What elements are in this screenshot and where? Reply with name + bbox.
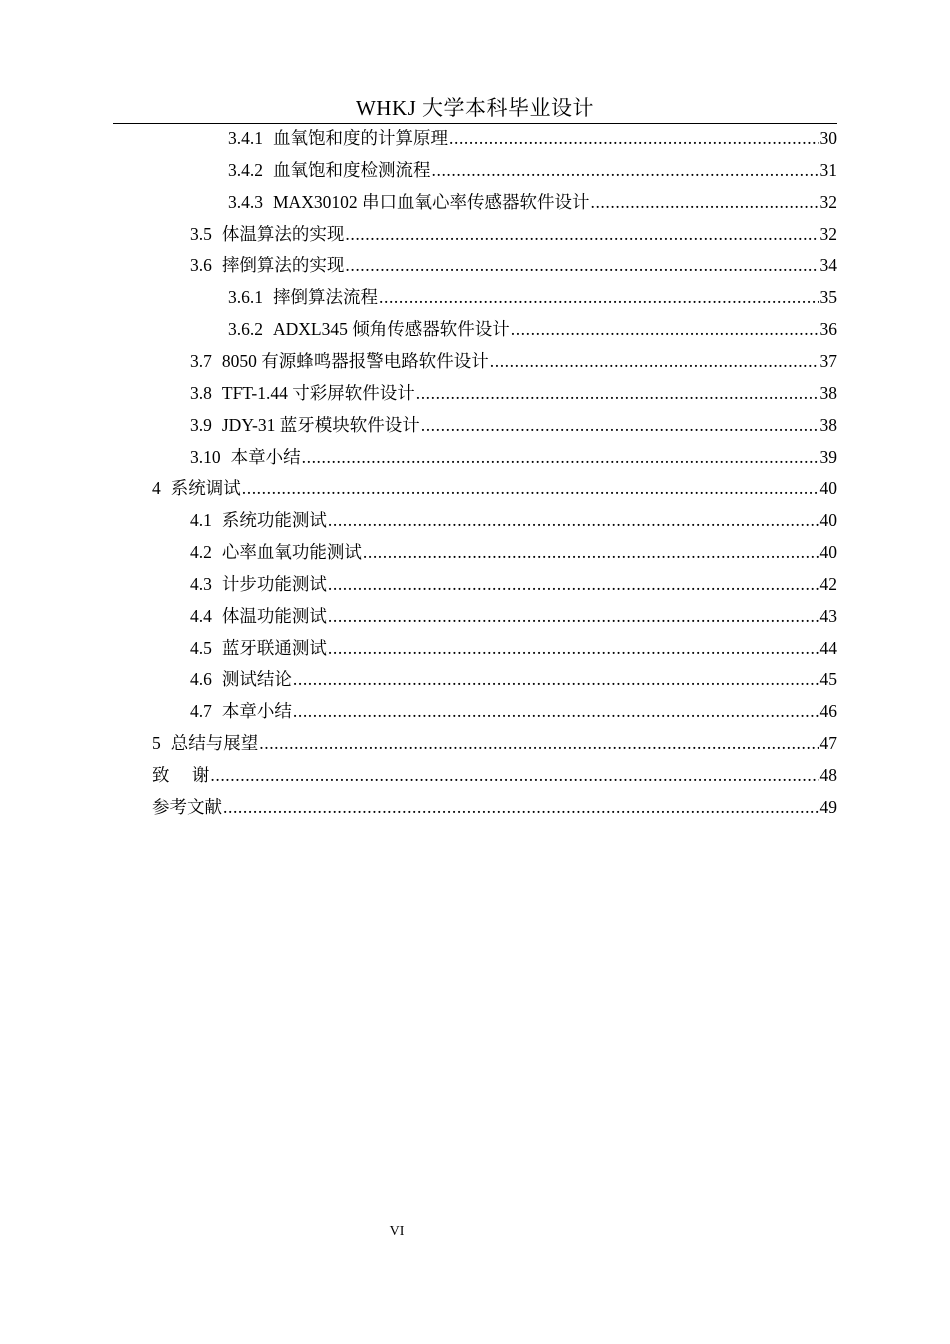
toc-entry[interactable] [190, 377, 837, 409]
toc-entry[interactable] [190, 663, 837, 695]
toc-entry[interactable] [228, 313, 837, 345]
toc-entry-title: 致 谢 [152, 765, 210, 785]
toc-entry-page: 40 [819, 542, 837, 563]
toc-entry-title: 测试结论 [221, 669, 292, 690]
toc-entry-title: 系统调试 [170, 478, 241, 499]
toc-entry-number: 3.10 [190, 446, 221, 467]
toc-leader-dots [432, 154, 819, 186]
toc-entry-heading [228, 154, 431, 186]
toc-leader-dots [302, 441, 819, 473]
toc-entry-title: 体温功能测试 [221, 605, 327, 626]
toc-entry-page: 47 [819, 733, 837, 754]
toc-entry-heading [190, 536, 362, 568]
toc-entry-page: 37 [819, 350, 837, 371]
toc-entry-title: 8050 有源蜂鸣器报警电路软件设计 [221, 350, 489, 371]
toc-entry-page: 44 [819, 637, 837, 658]
toc-leader-dots [416, 377, 819, 409]
toc-entry[interactable] [190, 345, 837, 377]
toc-entry-page: 38 [819, 382, 837, 403]
toc-entry[interactable] [190, 409, 837, 441]
toc-entry-number: 3.5 [190, 223, 212, 244]
toc-entry-title: ADXL345 倾角传感器软件设计 [273, 319, 510, 340]
toc-leader-dots [363, 536, 819, 568]
toc-leader-dots [223, 791, 819, 823]
toc-entry-page: 48 [819, 765, 837, 785]
toc-entry[interactable] [228, 281, 837, 313]
toc-entry-heading [190, 695, 292, 727]
toc-entry-page: 40 [819, 478, 837, 499]
toc-entry-number: 4.5 [190, 637, 212, 658]
toc-entry-title: 体温算法的实现 [221, 223, 345, 244]
toc-leader-dots [293, 695, 819, 727]
toc-entry-heading [190, 568, 327, 600]
toc-entry-title: 系统功能测试 [221, 510, 327, 531]
toc-entry-heading [190, 441, 301, 473]
toc-entry-heading [190, 218, 344, 250]
toc-entry-heading [190, 600, 327, 632]
toc-entry-page: 45 [819, 669, 837, 690]
toc-entry-number: 4.2 [190, 542, 212, 563]
toc-entry-page: 40 [819, 510, 837, 531]
toc-entry[interactable] [190, 249, 837, 281]
toc-entry-number: 3.9 [190, 414, 212, 435]
toc-entry-title: JDY-31 蓝牙模块软件设计 [221, 414, 420, 435]
toc-entry-heading [228, 313, 510, 345]
toc-entry-heading [190, 632, 327, 664]
toc-entry-title: TFT-1.44 寸彩屏软件设计 [221, 382, 415, 403]
toc-leader-dots [345, 249, 818, 281]
toc-entry-number: 4.3 [190, 573, 212, 594]
toc-entry[interactable] [190, 568, 837, 600]
toc-entry-title: 蓝牙联通测试 [221, 637, 327, 658]
toc-entry-heading [190, 663, 292, 695]
toc-entry-number: 3.7 [190, 350, 212, 371]
toc-leader-dots [590, 186, 818, 218]
toc-entry-number: 3.6.2 [228, 319, 263, 340]
toc-entry-title: 计步功能测试 [221, 573, 327, 594]
toc-leader-dots [259, 727, 818, 759]
toc-entry[interactable] [228, 154, 837, 186]
toc-entry-page: 43 [819, 605, 837, 626]
toc-entry-heading [190, 249, 344, 281]
toc-entry-number: 3.4.3 [228, 191, 263, 212]
toc-entry[interactable] [228, 122, 837, 154]
toc-entry-page: 35 [819, 287, 837, 308]
toc-entry-title: MAX30102 串口血氧心率传感器软件设计 [273, 191, 590, 212]
toc-entry-number: 3.6 [190, 255, 212, 276]
toc-entry[interactable] [190, 632, 837, 664]
toc-entry-title: 总结与展望 [170, 733, 259, 754]
toc-entry[interactable] [152, 472, 837, 504]
toc-entry-title: 血氧饱和度检测流程 [273, 159, 431, 180]
toc-entry-heading [190, 377, 415, 409]
toc-entry-title: 心率血氧功能测试 [221, 542, 362, 563]
toc-entry-title: 参考文献 [152, 796, 222, 817]
toc-entry-page: 34 [819, 255, 837, 276]
toc-entry-page: 32 [819, 191, 837, 212]
toc-leader-dots [328, 632, 819, 664]
toc-entry-page: 36 [819, 319, 837, 340]
toc-leader-dots [242, 472, 819, 504]
toc-entry-heading [190, 409, 420, 441]
toc-entry-page: 49 [819, 796, 837, 817]
toc-entry[interactable] [152, 759, 837, 791]
toc-entry-heading [228, 186, 589, 218]
toc-entry-number: 3.4.2 [228, 159, 263, 180]
toc-entry-number: 4.6 [190, 669, 212, 690]
toc-leader-dots [345, 218, 818, 250]
toc-entry-number: 3.8 [190, 382, 212, 403]
toc-entry-title: 摔倒算法流程 [273, 287, 378, 308]
toc-entry-heading [190, 504, 327, 536]
page-number: VI [389, 1224, 405, 1239]
toc-leader-dots [328, 504, 819, 536]
toc-entry[interactable] [152, 791, 837, 823]
toc-leader-dots [328, 600, 819, 632]
toc-entry[interactable] [152, 727, 837, 759]
toc-entry-number: 3.6.1 [228, 287, 263, 308]
toc-entry-page: 38 [819, 414, 837, 435]
toc-entry[interactable] [190, 441, 837, 473]
toc-entry[interactable] [190, 536, 837, 568]
toc-leader-dots [210, 759, 818, 791]
toc-entry-number: 4.1 [190, 510, 212, 531]
toc-entry[interactable] [190, 695, 837, 727]
toc-entry-title: 本章小结 [230, 446, 301, 467]
toc-entry-heading [152, 472, 241, 504]
toc-entry-page: 32 [819, 223, 837, 244]
toc-leader-dots [421, 409, 819, 441]
toc-leader-dots [511, 313, 819, 345]
toc-entry-number: 4 [152, 478, 161, 499]
toc-entry-page: 39 [819, 446, 837, 467]
toc-leader-dots [449, 122, 819, 154]
toc-entry-heading [228, 281, 378, 313]
toc-entry-number: 3.4.1 [228, 128, 263, 148]
toc-entry-page: 46 [819, 701, 837, 722]
toc-entry-heading [228, 122, 448, 154]
toc-entry-title: 摔倒算法的实现 [221, 255, 345, 276]
toc-entry[interactable] [190, 218, 837, 250]
toc-entry-title: 血氧饱和度的计算原理 [273, 128, 448, 148]
toc-entry-page: 30 [819, 128, 837, 148]
toc-entry-title: 本章小结 [221, 701, 292, 722]
toc-entry[interactable] [190, 504, 837, 536]
toc-entry-number: 5 [152, 733, 161, 754]
toc-leader-dots [379, 281, 819, 313]
toc-entry-number: 4.4 [190, 605, 212, 626]
toc-entry-heading [190, 345, 489, 377]
toc-entry-page: 42 [819, 573, 837, 594]
toc-entry[interactable] [190, 600, 837, 632]
toc-leader-dots [490, 345, 819, 377]
toc-leader-dots [293, 663, 819, 695]
toc-entry-page: 31 [819, 159, 837, 180]
toc-entry[interactable] [228, 186, 837, 218]
toc-entry-heading [152, 727, 258, 759]
toc-entry-number: 4.7 [190, 701, 212, 722]
toc-leader-dots [328, 568, 819, 600]
page-header-title: WHKJ 大学本科毕业设计 [355, 96, 595, 120]
